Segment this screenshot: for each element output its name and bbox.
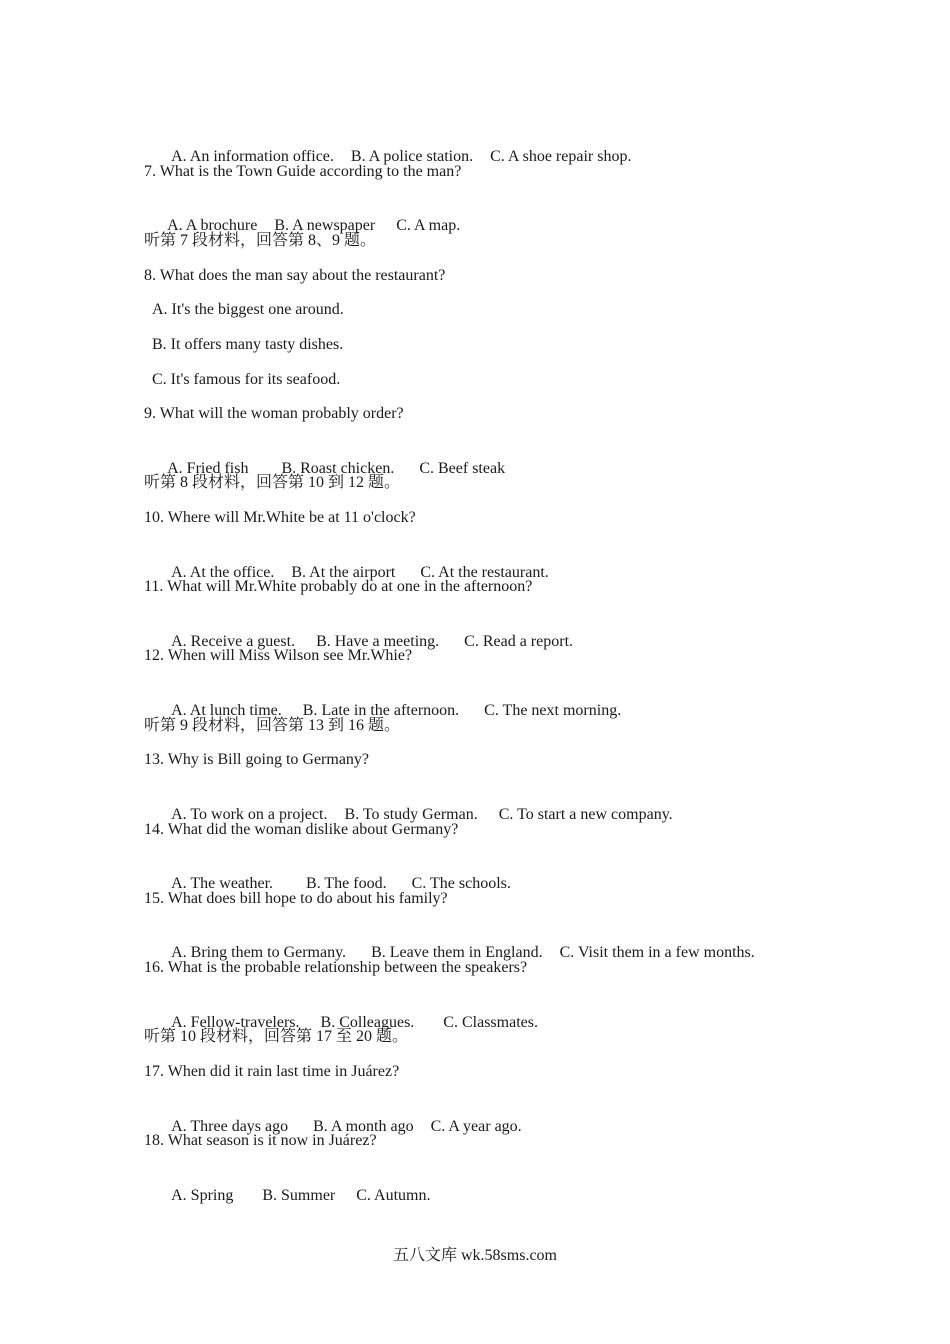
option-c: C. A shoe repair shop. bbox=[490, 148, 632, 165]
option-b: B. A police station. bbox=[350, 148, 474, 165]
option-a: A. Spring bbox=[171, 1187, 234, 1204]
option-b: B. Colleagues. bbox=[320, 1014, 415, 1031]
option-a: A. Receive a guest. bbox=[171, 633, 296, 650]
option-c: C. Autumn. bbox=[356, 1187, 431, 1204]
option-c: C. Visit them in a few months. bbox=[559, 944, 755, 961]
question-17: 17. When did it rain last time in Juárez? bbox=[144, 1063, 400, 1080]
option-c: C. It's famous for its seafood. bbox=[152, 371, 341, 388]
question-8: 8. What does the man say about the restaurant? bbox=[144, 267, 446, 284]
section-heading: 听第 9 段材料，回答第 13 到 16 题。 bbox=[144, 717, 401, 734]
option-a: A. Bring them to Germany. bbox=[171, 944, 347, 961]
option-a: A. Three days ago bbox=[171, 1118, 289, 1135]
section-heading: 听第 7 段材料，回答第 8、9 题。 bbox=[144, 232, 377, 249]
option-a: A. It's the biggest one around. bbox=[152, 301, 344, 318]
option-c: C. Beef steak bbox=[419, 460, 506, 477]
question-9: 9. What will the woman probably order? bbox=[144, 405, 404, 422]
question-13: 13. Why is Bill going to Germany? bbox=[144, 751, 370, 768]
section-heading: 听第 8 段材料，回答第 10 到 12 题。 bbox=[144, 474, 401, 491]
option-c: C. Classmates. bbox=[443, 1014, 538, 1031]
option-c: C. A map. bbox=[396, 217, 461, 234]
page-footer: 五八文库 wk.58sms.com bbox=[392, 1247, 557, 1264]
option-c: C. Read a report. bbox=[464, 633, 574, 650]
option-c: C. The schools. bbox=[411, 875, 511, 892]
option-b: B. Have a meeting. bbox=[316, 633, 440, 650]
question-16: 16. What is the probable relationship between the speakers? bbox=[144, 959, 528, 976]
option-b: B. It offers many tasty dishes. bbox=[152, 336, 344, 353]
section-heading: 听第 10 段材料，回答第 17 至 20 题。 bbox=[144, 1028, 409, 1045]
option-a: A. The weather. bbox=[171, 875, 274, 892]
question-7: 7. What is the Town Guide according to the man? bbox=[144, 163, 462, 180]
option-c: C. To start a new company. bbox=[498, 806, 673, 823]
question-15: 15. What does bill hope to do about his family? bbox=[144, 890, 448, 907]
option-b: B. Late in the afternoon. bbox=[302, 702, 460, 719]
option-b: B. At the airport bbox=[291, 564, 396, 581]
option-b: B. Roast chicken. bbox=[281, 460, 395, 477]
option-a: A. Fellow-travelers. bbox=[171, 1014, 300, 1031]
question-11: 11. What will Mr.White probably do at one in the afternoon? bbox=[144, 578, 533, 595]
option-c: C. A year ago. bbox=[430, 1118, 522, 1135]
option-a: A. Fried fish bbox=[167, 460, 249, 477]
question-18: 18. What season is it now in Juárez? bbox=[144, 1132, 377, 1149]
option-a: A. At lunch time. bbox=[171, 702, 282, 719]
question-12: 12. When will Miss Wilson see Mr.Whie? bbox=[144, 647, 413, 664]
option-a: A. At the office. bbox=[171, 564, 275, 581]
option-b: B. Leave them in England. bbox=[371, 944, 543, 961]
question-10: 10. Where will Mr.White be at 11 o'clock? bbox=[144, 509, 416, 526]
option-c: C. The next morning. bbox=[484, 702, 622, 719]
options-line bbox=[156, 1166, 430, 1226]
option-a: A. A brochure bbox=[167, 217, 258, 234]
option-c: C. At the restaurant. bbox=[420, 564, 549, 581]
option-b: B. Summer bbox=[262, 1187, 336, 1204]
option-b: B. The food. bbox=[306, 875, 387, 892]
option-a: A. An information office. bbox=[171, 148, 334, 165]
option-b: B. A month ago bbox=[313, 1118, 414, 1135]
question-14: 14. What did the woman dislike about Germany? bbox=[144, 821, 459, 838]
option-b: B. To study German. bbox=[344, 806, 478, 823]
option-a: A. To work on a project. bbox=[171, 806, 328, 823]
option-b: B. A newspaper bbox=[274, 217, 376, 234]
